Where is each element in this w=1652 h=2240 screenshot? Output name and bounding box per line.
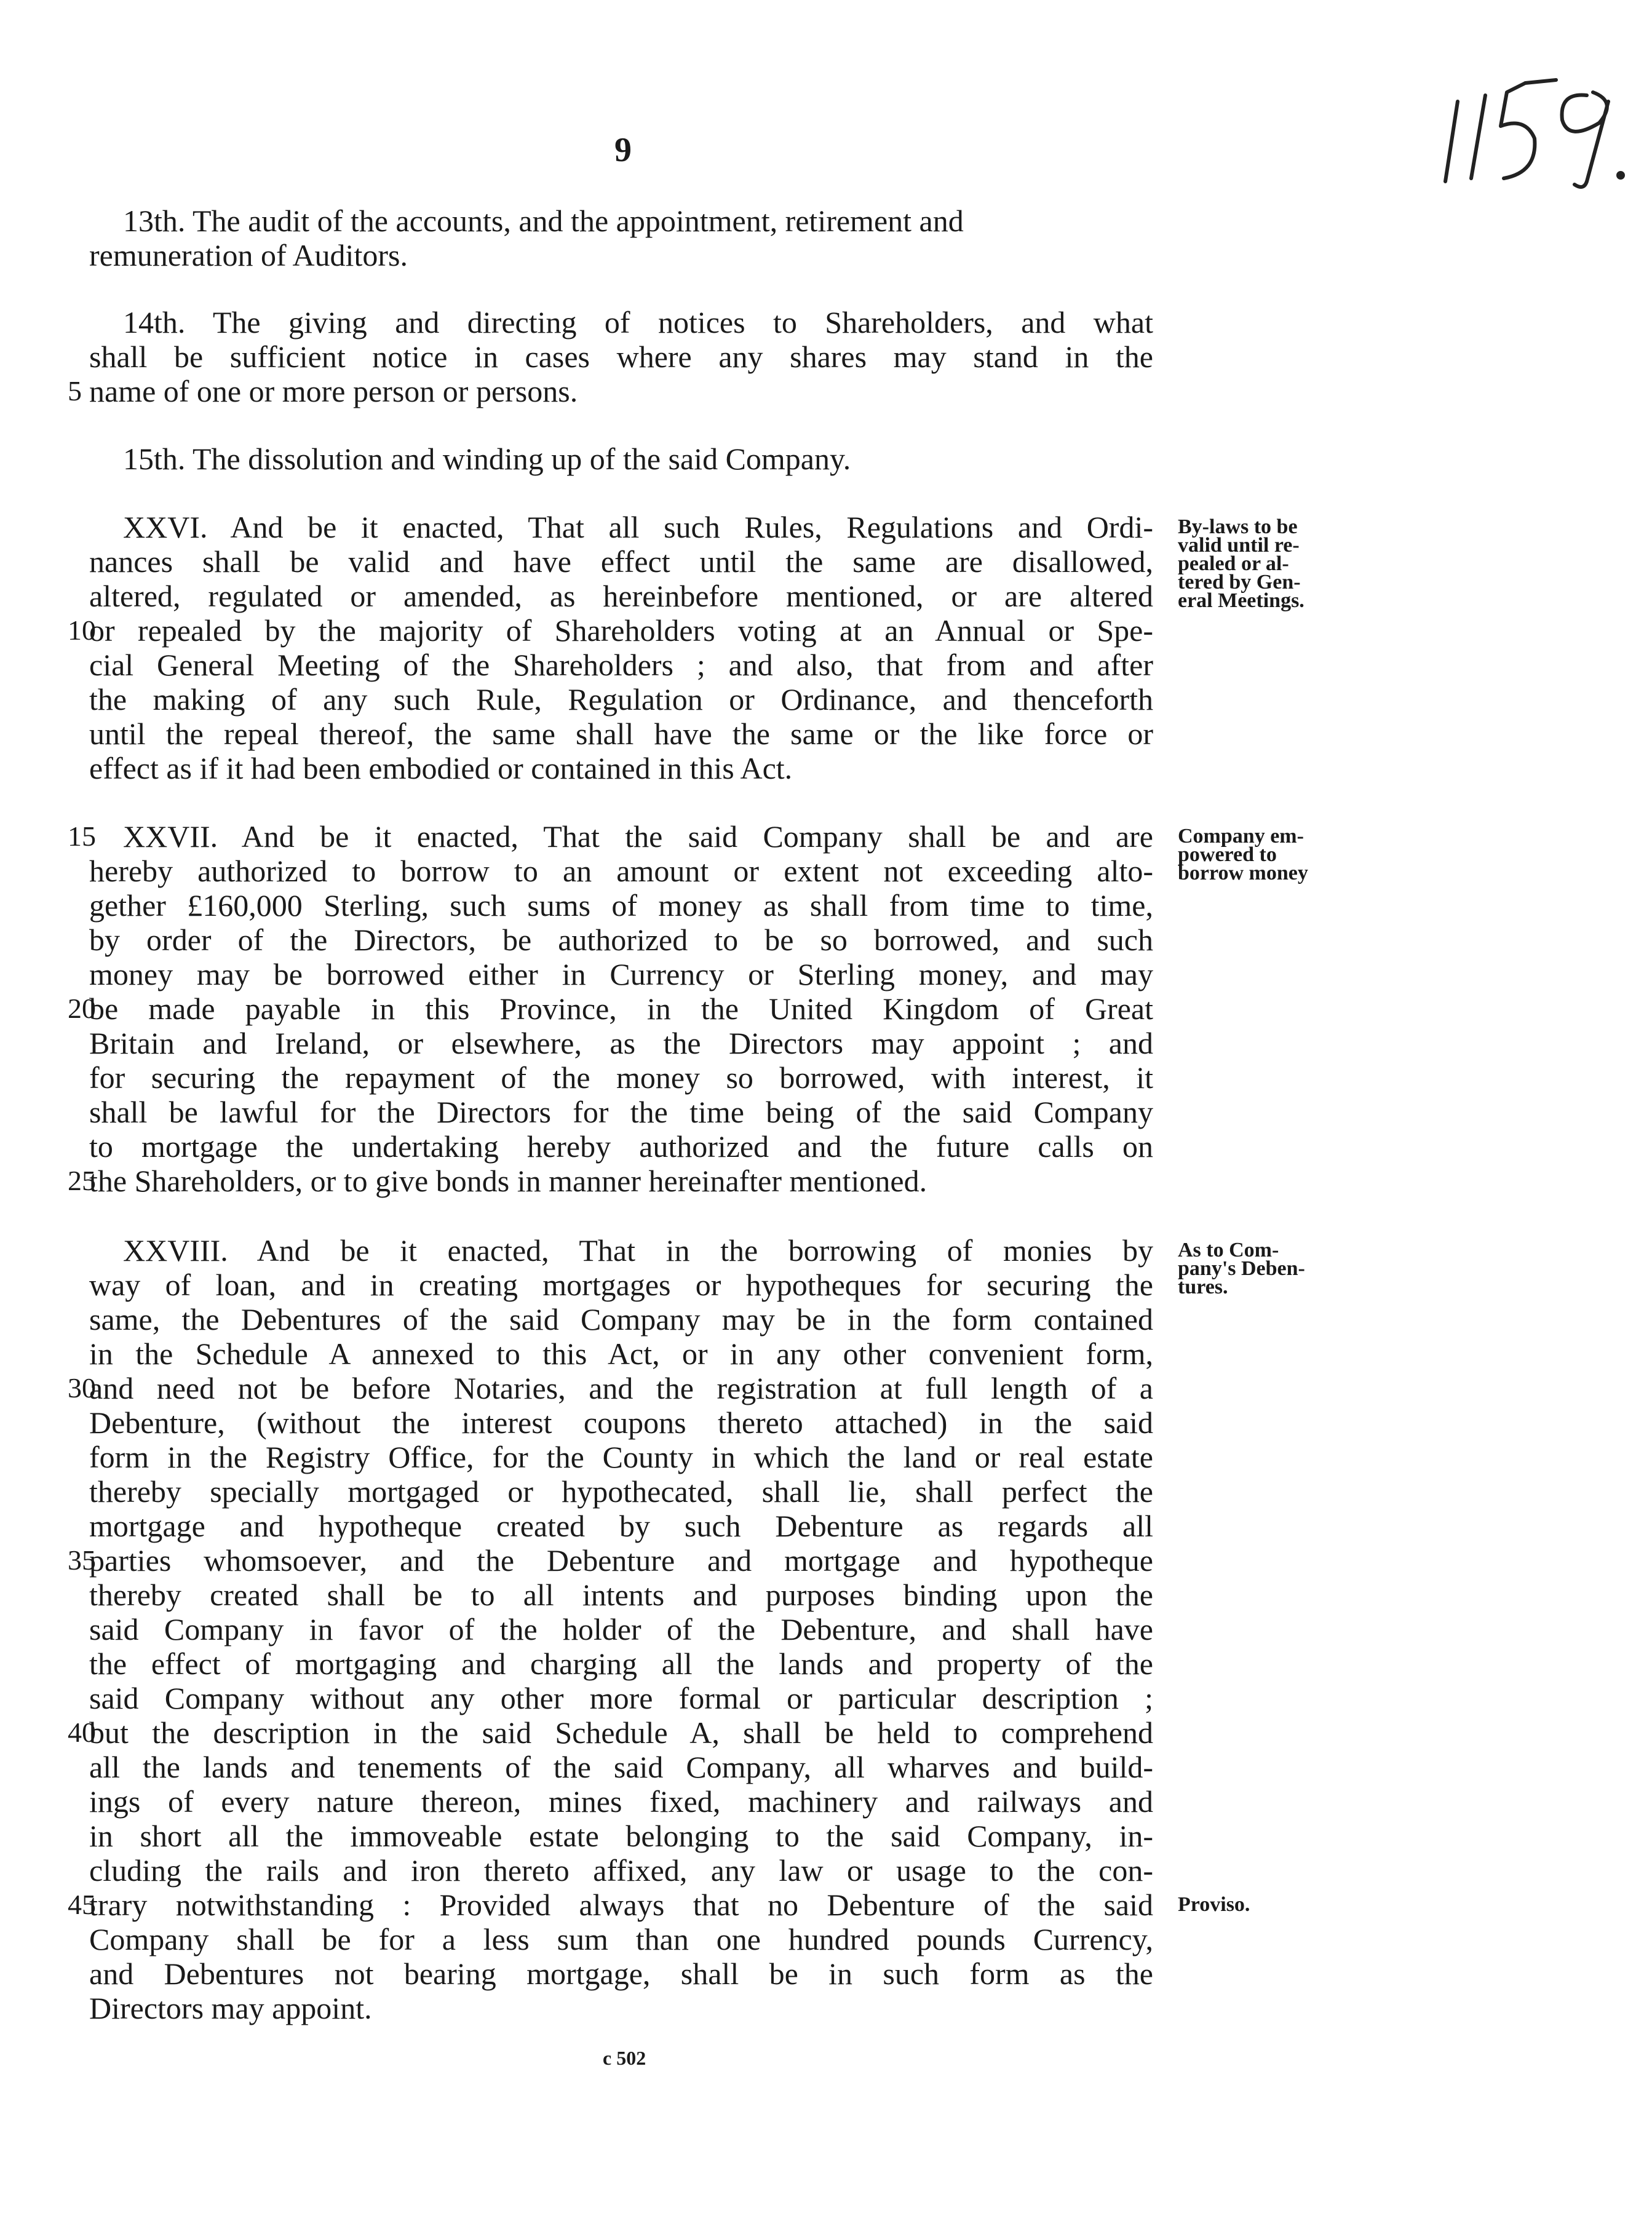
text-line: nances shall be valid and have effect until the same are disallowed, <box>89 544 1153 579</box>
text-line: but the description in the said Schedule A, shall be held to comprehend <box>89 1715 1153 1750</box>
text-line: ings of every nature thereon, mines fixed, machinery and railways and <box>89 1784 1153 1819</box>
text-line: cial General Meeting of the Shareholders ; and also, that from and after <box>89 648 1153 682</box>
text-line: money may be borrowed either in Currency or Sterling money, and may <box>89 957 1153 991</box>
text-line: to mortgage the undertaking hereby authorized and the future calls on <box>89 1129 1153 1164</box>
line-number: 10 <box>68 614 96 646</box>
line-number: 15 <box>68 820 96 852</box>
text-line: effect as if it had been embodied or contained in this Act. <box>89 751 793 785</box>
line-number: 30 <box>68 1372 96 1404</box>
text-line: Directors may appoint. <box>89 1991 372 2025</box>
text-line: shall be sufficient notice in cases where any shares may stand in the <box>89 340 1153 374</box>
text-line: until the repeal thereof, the same shall have the same or the like force or <box>89 717 1153 751</box>
text-line: the effect of mortgaging and charging all the lands and property of the <box>89 1646 1153 1681</box>
text-line: and Debentures not bearing mortgage, shall be in such form as the <box>89 1956 1153 1991</box>
text-line: or repealed by the majority of Shareholders voting at an Annual or Spe- <box>89 613 1153 648</box>
text-line: 15th. The dissolution and winding up of the said Company. <box>123 442 851 476</box>
text-line: hereby authorized to borrow to an amount or extent not exceeding alto- <box>89 854 1153 888</box>
text-line: the Shareholders, or to give bonds in manner hereinafter mentioned. <box>89 1164 927 1198</box>
text-line: remuneration of Auditors. <box>89 238 408 272</box>
line-number: 5 <box>68 375 82 407</box>
handwritten-folio <box>1433 58 1636 194</box>
text-line: form in the Registry Office, for the County in which the land or real estate <box>89 1440 1153 1474</box>
text-line: said Company without any other more formal or particular description ; <box>89 1681 1153 1715</box>
text-line: all the lands and tenements of the said Company, all wharves and build- <box>89 1750 1153 1784</box>
line-number: 20 <box>68 993 96 1024</box>
text-line: 14th. The giving and directing of notices to Shareholders, and what <box>123 305 1153 340</box>
text-line: altered, regulated or amended, as hereinbefore mentioned, or are altered <box>89 579 1153 613</box>
margin-note-bylaws: By-laws to be valid until re- pealed or al- tered by Gen- eral Meetings. <box>1178 515 1305 612</box>
text-line: said Company in favor of the holder of the Debenture, and shall have <box>89 1612 1153 1646</box>
line-number: 25 <box>68 1165 96 1196</box>
text-line: same, the Debentures of the said Company may be in the form contained <box>89 1302 1153 1336</box>
line-number: 35 <box>68 1544 96 1576</box>
margin-note-debentures: As to Com- pany's Deben- tures. <box>1178 1239 1305 1298</box>
page-number: 9 <box>614 131 632 169</box>
text-line: mortgage and hypotheque created by such Debenture as regards all <box>89 1509 1153 1543</box>
text-line: by order of the Directors, be authorized to be so borrowed, and such <box>89 923 1153 957</box>
text-line: Company shall be for a less sum than one hundred pounds Currency, <box>89 1922 1153 1956</box>
signature-mark: c 502 <box>603 2047 646 2069</box>
text-line: the making of any such Rule, Regulation or Ordinance, and thenceforth <box>89 682 1153 717</box>
margin-note-proviso: Proviso. <box>1178 1893 1250 1916</box>
text-line: thereby specially mortgaged or hypothecated, shall lie, shall perfect the <box>89 1474 1153 1509</box>
margin-note-borrow: Company em- powered to borrow money <box>1178 825 1308 884</box>
text-line: for securing the repayment of the money so borrowed, with interest, it <box>89 1060 1153 1095</box>
text-line: in short all the immoveable estate belonging to the said Company, in- <box>89 1819 1153 1853</box>
text-line: in the Schedule A annexed to this Act, or in any other convenient form, <box>89 1336 1153 1371</box>
text-line: Debenture, (without the interest coupons thereto attached) in the said <box>89 1405 1153 1440</box>
text-line: XXVII. And be it enacted, That the said Company shall be and are <box>123 819 1153 854</box>
text-line: name of one or more person or persons. <box>89 374 578 408</box>
text-line: be made payable in this Province, in the United Kingdom of Great <box>89 991 1153 1026</box>
text-line: and need not be before Notaries, and the registration at full length of a <box>89 1371 1153 1405</box>
line-number: 45 <box>68 1889 96 1920</box>
text-line: way of loan, and in creating mortgages or hypotheques for securing the <box>89 1268 1153 1302</box>
text-line: Britain and Ireland, or elsewhere, as the Directors may appoint ; and <box>89 1026 1153 1060</box>
text-line: shall be lawful for the Directors for the time being of the said Company <box>89 1095 1153 1129</box>
text-line: gether £160,000 Sterling, such sums of money as shall from time to time, <box>89 888 1153 923</box>
text-line: XXVIII. And be it enacted, That in the borrowing of monies by <box>123 1233 1153 1268</box>
line-number: 40 <box>68 1717 96 1748</box>
text-line: parties whomsoever, and the Debenture and mortgage and hypotheque <box>89 1543 1153 1578</box>
text-line: XXVI. And be it enacted, That all such Rules, Regulations and Ordi- <box>123 510 1153 544</box>
text-line: thereby created shall be to all intents and purposes binding upon the <box>89 1578 1153 1612</box>
text-line: trary notwithstanding : Provided always that no Debenture of the said <box>89 1888 1153 1922</box>
text-line: cluding the rails and iron thereto affixed, any law or usage to the con- <box>89 1853 1153 1888</box>
text-line: 13th. The audit of the accounts, and the appointment, retirement and <box>123 204 964 238</box>
